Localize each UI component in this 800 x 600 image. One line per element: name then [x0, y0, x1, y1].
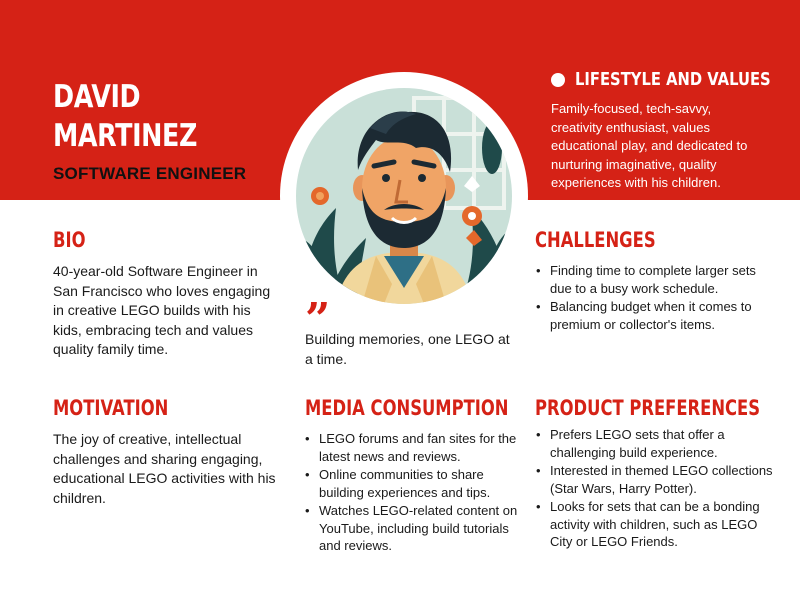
bio-text: 40-year-old Software Engineer in San Francisco who loves engaging in creative LEGO builds with his kids, embracing tech and values quality family time. [53, 263, 271, 357]
challenges-title: CHALLENGES [535, 228, 656, 252]
persona-role: SOFTWARE ENGINEER [53, 164, 247, 183]
list-item: • Online communities to share building experiences and tips. [305, 466, 520, 501]
list-item: • Interested in themed LEGO collections (Star Wars, Harry Potter). [536, 462, 781, 497]
persona-name [53, 78, 197, 156]
list-item: • Watches LEGO-related content on YouTube, including build tutorials and reviews. [305, 502, 520, 555]
preferences-list [536, 426, 781, 552]
quote-mark-icon: ” [305, 294, 331, 345]
avatar-portrait [296, 88, 512, 304]
quote-text: Building memories, one LEGO at a time. [305, 331, 510, 367]
list-item: • Finding time to complete larger sets due to a busy work schedule. [536, 262, 776, 297]
motivation-title: MOTIVATION [53, 396, 169, 420]
preferences-title: PRODUCT PREFERENCES [535, 396, 761, 420]
challenges-list [536, 262, 776, 334]
last-name: MARTINEZ [53, 118, 197, 154]
lifestyle-heading [551, 69, 800, 90]
motivation-text: The joy of creative, intellectual challenges and sharing engaging, educational LEGO activities with his children. [53, 431, 276, 506]
circle-bullet-icon [551, 73, 565, 87]
lifestyle-text: Family-focused, tech-savvy, creativity enthusiast, values educational play, and dedicated to nurturing imaginative, quality experiences with his children. [551, 101, 748, 190]
media-list [305, 430, 520, 556]
lifestyle-title: LIFESTYLE AND VALUES [575, 69, 771, 90]
bio-title: BIO [53, 228, 86, 252]
list-item: • Prefers LEGO sets that offer a challenging build experience. [536, 426, 781, 461]
media-title: MEDIA CONSUMPTION [305, 396, 509, 420]
list-item: • Looks for sets that can be a bonding activity with children, such as LEGO City or LEGO Friends. [536, 498, 781, 551]
first-name: DAVID [53, 79, 141, 115]
list-item: • Balancing budget when it comes to premium or collector's items. [536, 298, 776, 333]
avatar-illustration [296, 88, 512, 304]
list-item: • LEGO forums and fan sites for the latest news and reviews. [305, 430, 520, 465]
